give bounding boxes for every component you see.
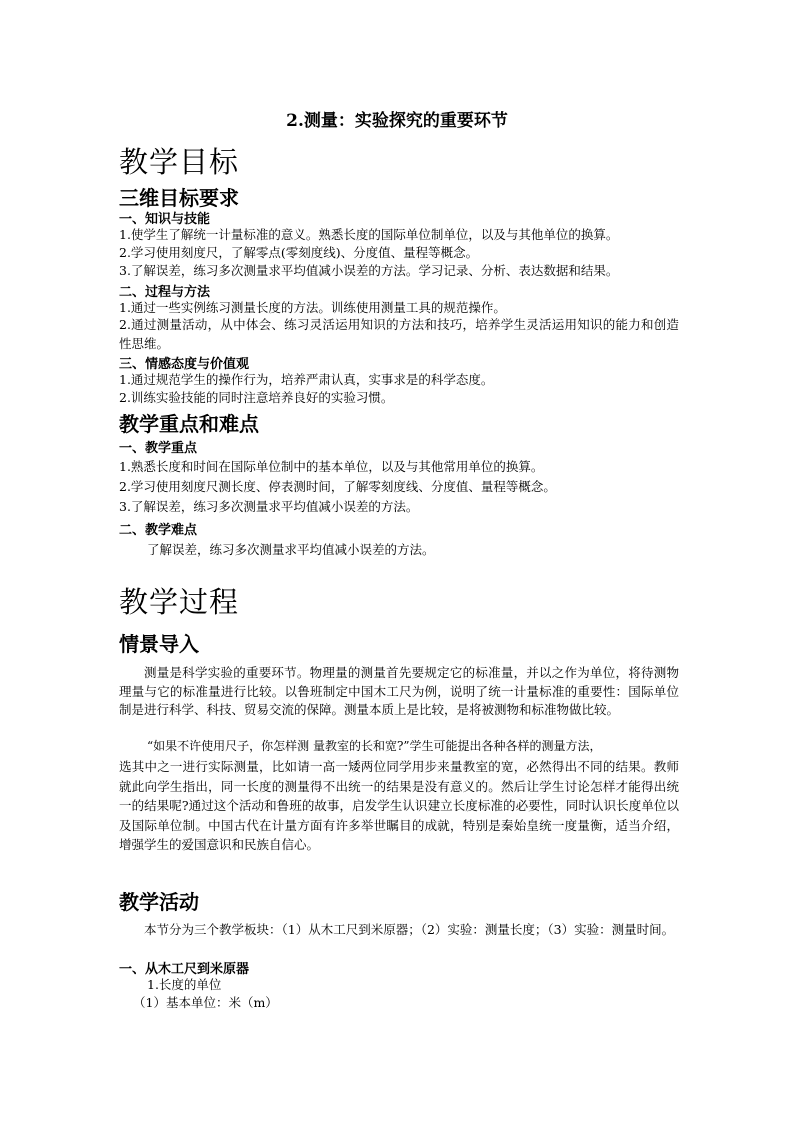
heading-attitude-values: 三、情感态度与价值观 xyxy=(119,357,250,372)
key-point-item: 3.了解误差，练习多次测量求平均值减小误差的方法。 xyxy=(119,499,419,514)
goal-item: 1.通过一些实例练习测量长度的方法。训练使用测量工具的规范操作。 xyxy=(119,300,506,315)
activity-item: 1.长度的单位 xyxy=(147,977,222,992)
subheading-key-difficult-points: 教学重点和难点 xyxy=(119,412,259,436)
activity-item: （1）基本单位：米（m） xyxy=(133,995,278,1010)
key-point-item: 1.熟悉长度和时间在国际单位制中的基本单位，以及与其他常用单位的换算。 xyxy=(119,459,544,474)
intro-question: “如果不许使用尺子，你怎样测 量教室的长和宽?”学生可能提出各种各样的测量方法， xyxy=(147,739,602,753)
subheading-teaching-activities: 教学活动 xyxy=(119,890,199,914)
goal-item: 1.使学生了解统一计量标准的意义。熟悉长度的国际单位制单位，以及与其他单位的换算。 xyxy=(119,227,619,242)
document-title: 2.测量：实验探究的重要环节 xyxy=(286,111,508,131)
goal-item: 1.通过规范学生的操作行为，培养严肃认真，实事求是的科学态度。 xyxy=(119,372,494,387)
heading-knowledge-skills: 一、知识与技能 xyxy=(119,212,211,227)
heading-key-points: 一、教学重点 xyxy=(119,441,198,456)
intro-paragraph: 测量是科学实验的重要环节。物理量的测量首先要规定它的标准量，并以之作为单位，将待测物理量与它的标准量进行比较。以鲁班制定中国木工尺为例，说明了统一计量标准的重要性：国际单位制是进行科学、科技、贸易交流的保障。测量本质上是比较，是将被测物和标准物做比较。 xyxy=(119,665,679,717)
heading-difficult-points: 二、教学难点 xyxy=(119,523,198,538)
key-point-item: 2.学习使用刻度尺测长度、停表测时间，了解零刻度线、分度值、量程等概念。 xyxy=(119,479,556,494)
goal-item: 3.了解误差，练习多次测量求平均值减小误差的方法。学习记录、分析、表达数据和结果。 xyxy=(119,263,619,278)
difficult-point-item: 了解误差，练习多次测量求平均值减小误差的方法。 xyxy=(147,542,435,557)
heading-ruler-to-meter: 一、从木工尺到米原器 xyxy=(119,962,250,977)
heading-process-method: 二、过程与方法 xyxy=(119,285,211,300)
section-heading-teaching-process: 教学过程 xyxy=(119,585,240,619)
goal-item: 2.学习使用刻度尺，了解零点(零刻度线)、分度值、量程等概念。 xyxy=(119,245,479,260)
section-heading-teaching-goals: 教学目标 xyxy=(119,145,240,179)
goal-item: 2.训练实验技能的同时注意培养良好的实验习惯。 xyxy=(119,390,394,405)
subheading-scenario-intro: 情景导入 xyxy=(119,632,199,656)
intro-paragraph: 选其中之一进行实际测量，比如请一高一矮两位同学用步来量教室的宽，必然得出不同的结果。教师就此向学生指出，同一长度的测量得不出统一的结果是没有意义的。然后让学生讨论怎样才能得出统一的结果呢?通过这个活动和鲁班的故事，启发学生认识建立长度标准的必要性，同时认识长度单位以及国际单位制。中国古代在计量方面有许多举世瞩目的成就，特别是秦始皇统一度量衡，适当介绍，增强学生的爱国意识和民族自信心。 xyxy=(119,759,679,852)
subheading-three-dimension-goals: 三维目标要求 xyxy=(119,186,239,210)
goal-item: 2.通过测量活动，从中体会、练习灵活运用知识的方法和技巧，培养学生灵活运用知识的能力和创造性思维。 xyxy=(119,317,679,351)
activity-paragraph: 本节分为三个教学板块：（1）从木工尺到米原器；（2）实验：测量长度；（3）实验：测量时间。 xyxy=(144,922,675,937)
